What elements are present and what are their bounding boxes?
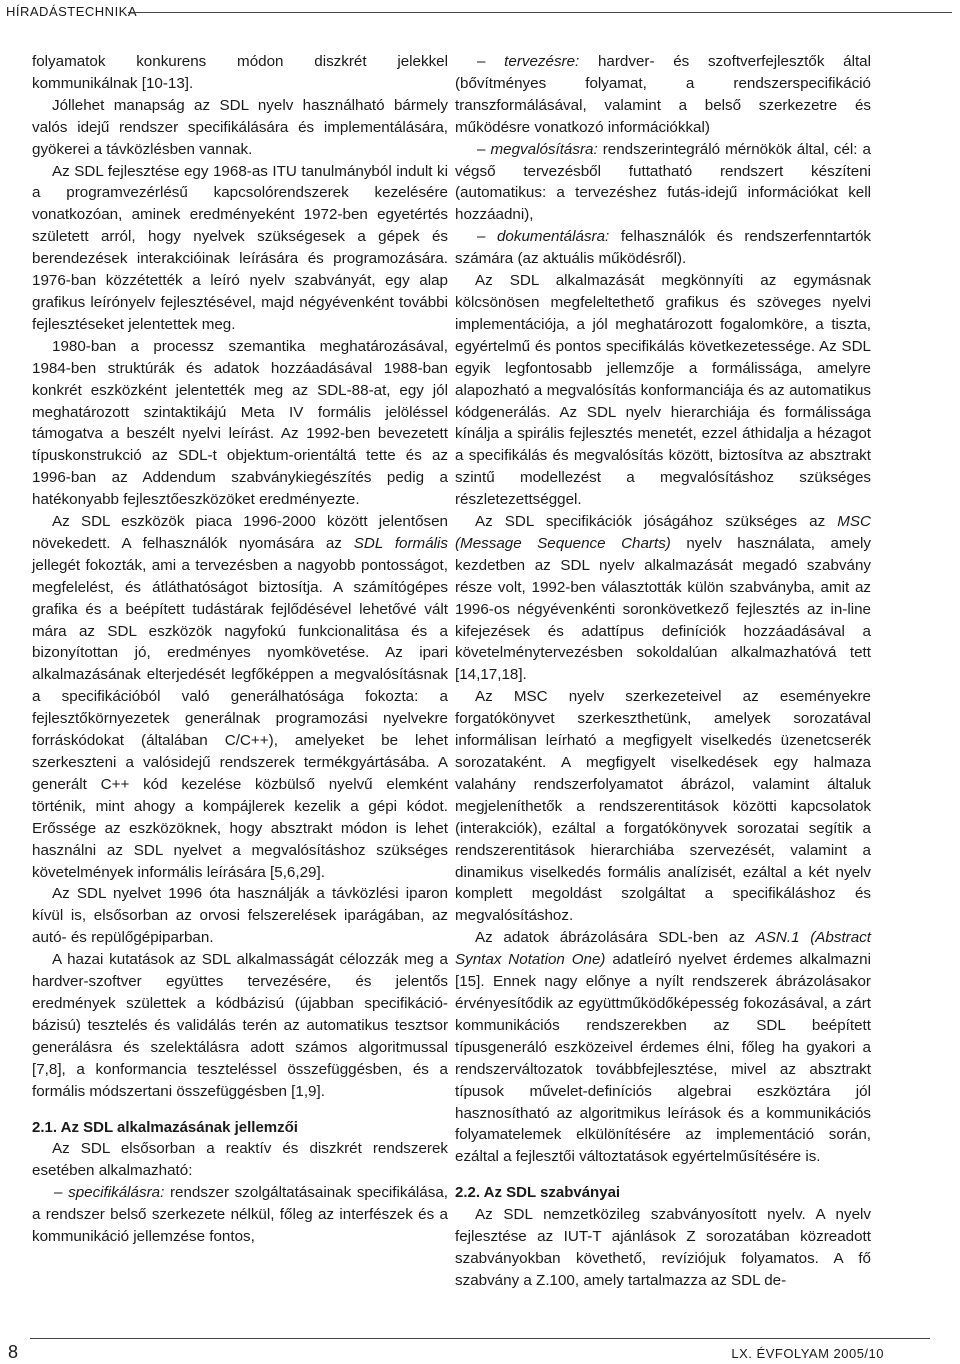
italic-term: ASN.1 (Abstract Syntax Notation One): [455, 929, 871, 969]
section-heading: 2.1. Az SDL alkalmazásának jellemzői: [32, 1118, 298, 1136]
paragraph: [455, 927, 871, 1168]
journal-title: HÍRADÁSTECHNIKA: [6, 4, 138, 19]
italic-term: dokumentálásra:: [496, 228, 610, 246]
page-footer: [0, 1338, 960, 1364]
text-run: Az SDL eszközök piaca 1996-2000 között jelentősen növekedett. A felhasználók nyomására az: [32, 513, 448, 552]
issue-label: LX. ÉVFOLYAM 2005/10: [731, 1346, 884, 1361]
left-column: [32, 51, 448, 1248]
italic-term: tervezésre:: [504, 53, 580, 70]
paragraph: Az SDL nemzetközileg szabványosított nyelv. A nyelv fejlesztése az IUT-T ajánlások Z sorozatában közreadott szabványokban követhető, revíziójuk folyamatos. A fő szabvány a Z.100, amely tartalmazza az SDL de-: [455, 1206, 871, 1289]
text-run: hardver- és szoftverfejlesztők által (bővítményes folyamat, a rendszerspecifikáció transzformálásával, valamint a belső szerkezetre és működésre vonatkozó információkkal): [455, 53, 872, 136]
text-run: rendszer szolgáltatásainak specifikálása, a rendszer belső szerkezete nélkül, főleg az interfészek és a kommunikáció jellemzése fontos,: [32, 1184, 448, 1246]
text-run: rendszerintegráló mérnökök által, cél: a végső tervezésből futtatható rendszert készíteni (automatikus: a tervezéshez futás-idejű információkat kell hozzáadni),: [455, 140, 871, 224]
running-header: [0, 0, 960, 24]
text-run: jellegét fokozták, ami a tervezésben a nagyobb pontosságot, megfelelést, és átláthatóságot biztosítja. A számítógépes grafika és a beépített tudástárak fejlődésével lehetővé vált mára az SDL eszközök nagyfokú funkcionalitása és a bizonyítottan jó, eredményes nyomkövetése. Az ipari alkalmazásának elterjedését legfőképpen a megvalósításnak a specifikációból való generálhatósága fokozta: a fejlesztőkörnyezetek generálnak programozási nyelvekre forráskódokat (általában C/C++), amelyeket be lehet szerkeszteni a valósidejű rendszerek termékgyártásába. A generált C++ kód kezelése közbülső nyelvű elemként történik, mint ahogy a kompájlerek kezelik a gépi kódot. Erőssége az eszközöknek, hogy absztrakt módon is lehet használni az SDL nyelvet a megvalósításhoz szükséges követelmények informális leírására [5,6,29].: [32, 556, 448, 881]
italic-term: SDL formális: [353, 534, 448, 552]
paragraph: Az SDL fejlesztése egy 1968-as ITU tanulmányból indult ki a programvezérlésű kapcsolórendszerek kezelésére vonatkozóan, aminek eredményeként 1972-ben egyetértés született arról, hogy nyelvek szükségesek a gépek és berendezések interakcióinak leírására és programozására. 1976-ban közzétették a leíró nyelv szabványát, egy alap grafikus leírónyelv fejlesztésével, majd négyévenként további fejlesztéseket jelentettek meg.: [32, 162, 448, 333]
text-run: nyelv használata, amely kezdetben az SDL nyelv alkalmazását megadó szabvány része volt, 1992-ben választották külön szabványba, amit az 1996-os négyévenkénti soronkövetkező fejlesztés az in-line kifejezések és adattípus definíciók hozzáadásával a követelménytervezésben sokoldalúan alkalmazhatóvá tett [14,17,18].: [455, 534, 871, 684]
bullet-item: – megvalósításra: rendszerintegráló mérnökök által, cél: a végső tervezésből futtatható rendszert készíteni (automatikus: a tervezéshez futás-idejű információkat kell hozzáadni),: [455, 140, 871, 224]
paragraph: Az SDL nyelvet 1996 óta használják a távközlési iparon kívül is, elsősorban az orvosi felszerelések iparágában, az autó- és repülőgépiparban.: [32, 885, 448, 947]
paragraph: Az MSC nyelv szerkezeteivel az eseményekre forgatókönyvet szerkeszthetünk, amelyek sorozatával informálisan leírható a megfigyelt viselkedés üzenetcserék sorozataként. A megfigyelt viselkedések egy halmaza valahány rendszerfolyamatot ábrázol, valamint általuk megjeleníthetők a rendszerentitások közötti kapcsolatok (interakciók), ezáltal a forgatókönyvek sorozatai segítik a rendszerentitások hierarchiába szervezését, valamint a dinamikus viselkedés formális analízisét, ezáltal a két nyelv komplett megoldást szolgáltat a specifikáláshoz és megvalósításhoz.: [455, 688, 871, 925]
paragraph: 1980-ban a processz szemantika meghatározásával, 1984-ben struktúrák és adatok hozzáadásával 1988-ban konkrét eszközként jelentették meg az SDL-88-at, egy jól meghatározott szintaktikájú Meta IV formális jelöléssel támogatva a beszélt nyelvi leírást. Az 1992-ben bevezetett típuskonstrukció az SDL-t objektum-orientáltá tette és az 1996-ban az Addendum szabványkiegészítés pedig a hatékonyabb fejlesztőeszközöket eredményezte.: [32, 337, 448, 509]
page-number: 8: [8, 1342, 19, 1362]
paragraph: Az SDL elsősorban a reaktív és diszkrét rendszerek esetében alkalmazható:: [32, 1140, 448, 1180]
paragraph: folyamatok konkurens módon diszkrét jelekkel kommunikálnak [10-13].: [32, 53, 448, 92]
bullet-item: – specifikálásra: rendszer szolgáltatásainak specifikálása, a rendszer belső szerkezete nélkül, főleg az interfészek és a kommunikáció jellemzése fontos,: [32, 1184, 448, 1246]
italic-term: megvalósításra:: [490, 140, 598, 158]
text-run: Az adatok ábrázolására SDL-ben az: [475, 929, 756, 947]
italic-term: MSC (Message Sequence Charts): [455, 513, 871, 552]
italic-term: specifikálásra:: [68, 1184, 165, 1202]
paragraph: [32, 511, 448, 883]
right-column: [455, 51, 871, 1292]
text-run: Az SDL specifikációk jóságához szükséges az: [475, 513, 838, 531]
paragraph: [455, 511, 871, 686]
paragraph: Az SDL alkalmazását megkönnyíti az egymásnak kölcsönösen megfeleltethető grafikus és szöveges nyelvi implementációja, a jól meghatározott fogalomköre, a tiszta, egyértelmű és pontos specifikálás következetessége. Az SDL egyik legfontosabb jellemzője a formálissága, amelyre alapozható a megvalósítás konformanciája és az automatikus kódgenerálás. Az SDL nyelv hierarchiája és formálissága kínálja a spirális fejlesztés menetét, ezzel áthidalja a hézagot a specifikálás és megvalósítás között, biztosítva az absztrakt szintű modellezést a megvalósításhoz szükséges részletezettséggel.: [455, 272, 871, 509]
paragraph: A hazai kutatások az SDL alkalmasságát célozzák meg a hardver-szoftver együttes tervezésére, és jelentős eredmények születtek a kódbázisú (újabban specifikáció-bázisú) tesztelés és validálás terén az automatikus tesztsor generálásra és szelektálásra adott számos algoritmussal [7,8], a konformancia teszteléssel összefüggésben, és a formális módszertani összefüggésben [1,9].: [32, 951, 448, 1100]
paragraph: Jóllehet manapság az SDL nyelv használható bármely valós idejű rendszer specifikálására és implementálására, gyökerei a távközlésben vannak.: [32, 96, 448, 158]
bullet-item: – dokumentálásra: felhasználók és rendszerfenntartók számára (az aktuális működésről).: [455, 228, 871, 268]
text-run: felhasználók és rendszerfenntartók számára (az aktuális működésről).: [455, 228, 871, 268]
header-rule: [128, 12, 952, 13]
footer-rule: [30, 1338, 930, 1339]
bullet-item: – tervezésre: hardver- és szoftverfejlesztők által (bővítményes folyamat, a rendszerspecifikáció transzformálásával, valamint a belső szerkezetre és működésre vonatkozó információkkal): [455, 53, 872, 136]
section-heading: 2.2. Az SDL szabványai: [455, 1184, 621, 1202]
text-run: adatleíró nyelvet érdemes alkalmazni [15]. Ennek nagy előnye a nyílt rendszerek ábrázolásakor érvényesítődik az együttműködőképesség fokozásával, a zárt kommunikációs rendszerekben az SDL beépített típusgeneráló eszközeivel érdemes élni, főleg ha gyakori a rendszerváltozatok továbbfejlesztése, mivel az absztrakt típusok művelet-definíciós algebrai eszköztára jól hasznosítható az algoritmikus leírások és a kommunikációs folyamatelemek elkülönítésére az implementáció során, ezáltal a fejlesztői változtatások egyértelműsítésére is.: [455, 951, 871, 1166]
